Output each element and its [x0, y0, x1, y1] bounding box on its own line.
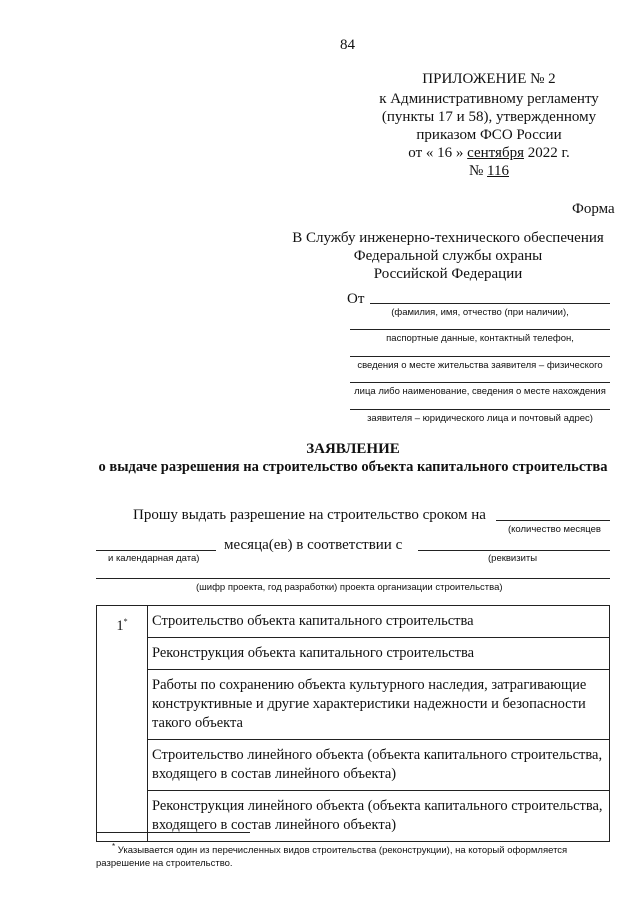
table-number-cell	[97, 606, 148, 842]
addressee-line: Федеральной службы охраны	[353, 248, 543, 264]
construction-type-table	[96, 605, 610, 842]
appendix-line: к Административному регламенту	[379, 91, 599, 107]
from-hint: сведения о месте жительства заявителя – физического	[357, 360, 603, 371]
appendix-line: приказом ФСО России	[416, 127, 562, 143]
months-line[interactable]	[496, 520, 610, 521]
table-cell[interactable]: Строительство линейного объекта (объекта капитального строительства, входящего в состав линейного объекта)	[148, 740, 610, 791]
table-cell[interactable]: Строительство объекта капитального строительства	[148, 606, 610, 638]
form-label: Форма	[572, 201, 615, 217]
request-text: месяца(ев) в соответствии с	[224, 537, 403, 553]
requisites-line[interactable]	[418, 550, 610, 551]
table-cell[interactable]: Реконструкция объекта капитального строительства	[148, 638, 610, 670]
request-text: Прошу выдать разрешение на строительство сроком на	[133, 507, 486, 523]
appendix-title: ПРИЛОЖЕНИЕ № 2	[422, 71, 556, 87]
appendix-date	[360, 144, 618, 162]
row-number: 1	[116, 617, 124, 634]
date-hint: и календарная дата)	[108, 553, 200, 564]
footnote-text: Указывается один из перечисленных видов строительства (реконструкции), на который оформляется разрешение на строительство.	[96, 845, 568, 870]
footnote-mark: *	[112, 842, 116, 851]
number-prefix: №	[468, 163, 484, 179]
table-row[interactable]	[97, 740, 610, 791]
from-label: От	[347, 291, 365, 307]
table-cell[interactable]: Работы по сохранению объекта культурного наследия, затрагивающие конструктивные и другие характеристики надежности и безопасности такого объекта	[148, 670, 610, 740]
table-row[interactable]	[97, 606, 610, 638]
from-hint: паспортные данные, контактный телефон,	[386, 333, 574, 344]
footnote	[96, 840, 610, 870]
date-month: сентября	[467, 145, 524, 161]
table-cell[interactable]: Реконструкция линейного объекта (объекта капитального строительства, входящего в состав линейного объекта)	[148, 791, 610, 842]
appendix-header	[360, 70, 618, 180]
from-hint: лица либо наименование, сведения о месте нахождения	[354, 386, 606, 397]
footnote-divider	[96, 832, 250, 833]
from-entity-line[interactable]	[350, 382, 610, 383]
appendix-number	[360, 162, 618, 180]
addressee-line: В Службу инженерно-технического обеспечения	[292, 230, 604, 246]
appendix-line: (пункты 17 и 58), утвержденному	[381, 109, 597, 125]
from-address-line[interactable]	[350, 409, 610, 410]
statement-title: ЗАЯВЛЕНИЕ	[306, 441, 400, 457]
statement-subtitle: о выдаче разрешения на строительство объекта капитального строительства	[98, 459, 608, 475]
project-line[interactable]	[96, 578, 610, 579]
date-prefix: от « 16 »	[408, 145, 464, 161]
date-line[interactable]	[96, 550, 216, 551]
from-residence-line[interactable]	[350, 356, 610, 357]
project-hint: (шифр проекта, год разработки) проекта организации строительства)	[196, 582, 503, 593]
months-hint: (количество месяцев	[508, 524, 601, 535]
table-row[interactable]	[97, 638, 610, 670]
from-name-line[interactable]	[370, 303, 610, 304]
addressee-block	[286, 229, 610, 283]
number-value: 116	[487, 163, 509, 179]
table-row[interactable]	[97, 791, 610, 842]
addressee-line: Российской Федерации	[373, 266, 523, 282]
from-passport-line[interactable]	[350, 329, 610, 330]
table-row[interactable]	[97, 670, 610, 740]
footnote-mark: *	[123, 617, 128, 626]
date-suffix: 2022 г.	[527, 145, 570, 161]
from-hint: заявителя – юридического лица и почтовый адрес)	[367, 413, 593, 424]
page-number: 84	[340, 37, 355, 53]
from-hint: (фамилия, имя, отчество (при наличии),	[391, 307, 569, 318]
requisites-hint: (реквизиты	[488, 553, 538, 564]
